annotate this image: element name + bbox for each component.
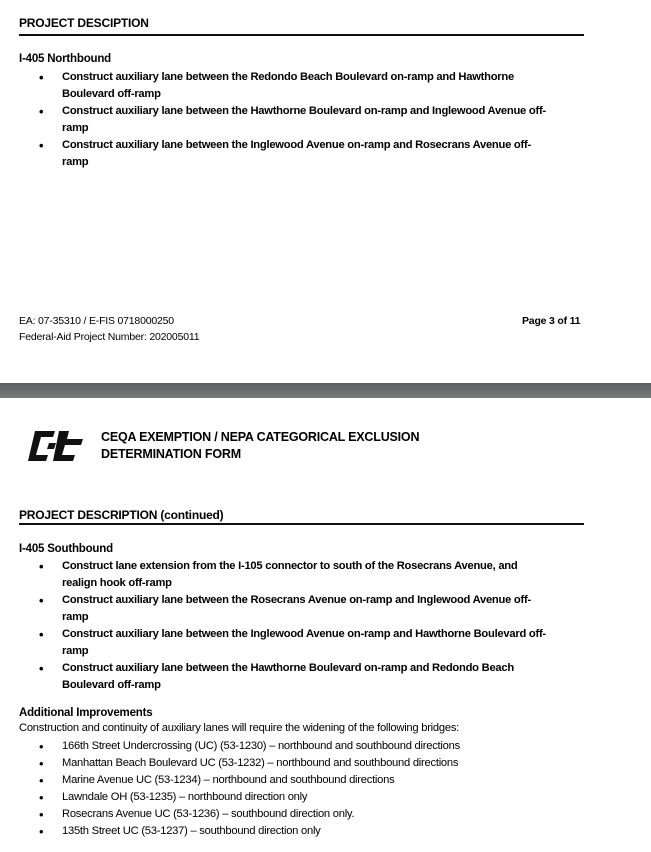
list-item: • Rosecrans Avenue UC (53-1236) – southbound direction only.	[39, 806, 584, 823]
list-item: • 166th Street Undercrossing (UC) (53-1230) – northbound and southbound directions	[39, 738, 584, 755]
section-title-continued: PROJECT DESCRIPTION (continued)	[19, 508, 224, 522]
form-title: CEQA EXEMPTION / NEPA CATEGORICAL EXCLUSION DETERMINATION FORM	[101, 430, 420, 461]
list-item: • Lawndale OH (53-1235) – northbound direction only	[39, 789, 584, 806]
list-item: • Construct auxiliary lane between the Rosecrans Avenue on-ramp and Inglewood Avenue off- ramp	[39, 592, 584, 626]
list-item: • Construct auxiliary lane between the Redondo Beach Boulevard on-ramp and Hawthorne Boulevard off-ramp	[39, 69, 584, 103]
section-title: PROJECT DESCIPTION	[19, 16, 149, 30]
southbound-heading: I-405 Southbound	[19, 543, 113, 555]
caltrans-logo-icon	[25, 427, 87, 465]
footer-ea: EA: 07-35310 / E-FIS 0718000250	[19, 315, 174, 327]
footer-federal-aid: Federal-Aid Project Number: 202005011	[19, 331, 200, 343]
list-item: • Construct auxiliary lane between the Inglewood Avenue on-ramp and Rosecrans Avenue off- ramp	[39, 137, 584, 171]
list-item: • Construct auxiliary lane between the Hawthorne Boulevard on-ramp and Inglewood Avenue off- ramp	[39, 103, 584, 137]
southbound-list	[39, 558, 584, 694]
section-rule	[19, 34, 584, 36]
list-item: • Construct auxiliary lane between the Hawthorne Boulevard on-ramp and Redondo Beach Boulevard off-ramp	[39, 660, 584, 694]
list-item: • 135th Street UC (53-1237) – southbound direction only	[39, 823, 584, 840]
page-separator	[0, 383, 651, 398]
list-item: • Manhattan Beach Boulevard UC (53-1232) – northbound and southbound directions	[39, 755, 584, 772]
list-item: • Construct auxiliary lane between the Inglewood Avenue on-ramp and Hawthorne Boulevard off- ramp	[39, 626, 584, 660]
northbound-heading: I-405 Northbound	[19, 53, 111, 65]
additional-intro: Construction and continuity of auxiliary lanes will require the widening of the following bridges:	[19, 722, 460, 734]
bridges-list	[39, 738, 584, 840]
additional-improvements-heading: Additional Improvements	[19, 707, 153, 719]
document-page-1	[0, 0, 651, 383]
list-item: • Construct lane extension from the I-105 connector to south of the Rosecrans Avenue, and realign hook off-ramp	[39, 558, 584, 592]
section-rule	[19, 523, 584, 525]
page-number: Page 3 of 11	[522, 315, 581, 327]
list-item: • Marine Avenue UC (53-1234) – northbound and southbound directions	[39, 772, 584, 789]
northbound-list	[39, 69, 584, 171]
